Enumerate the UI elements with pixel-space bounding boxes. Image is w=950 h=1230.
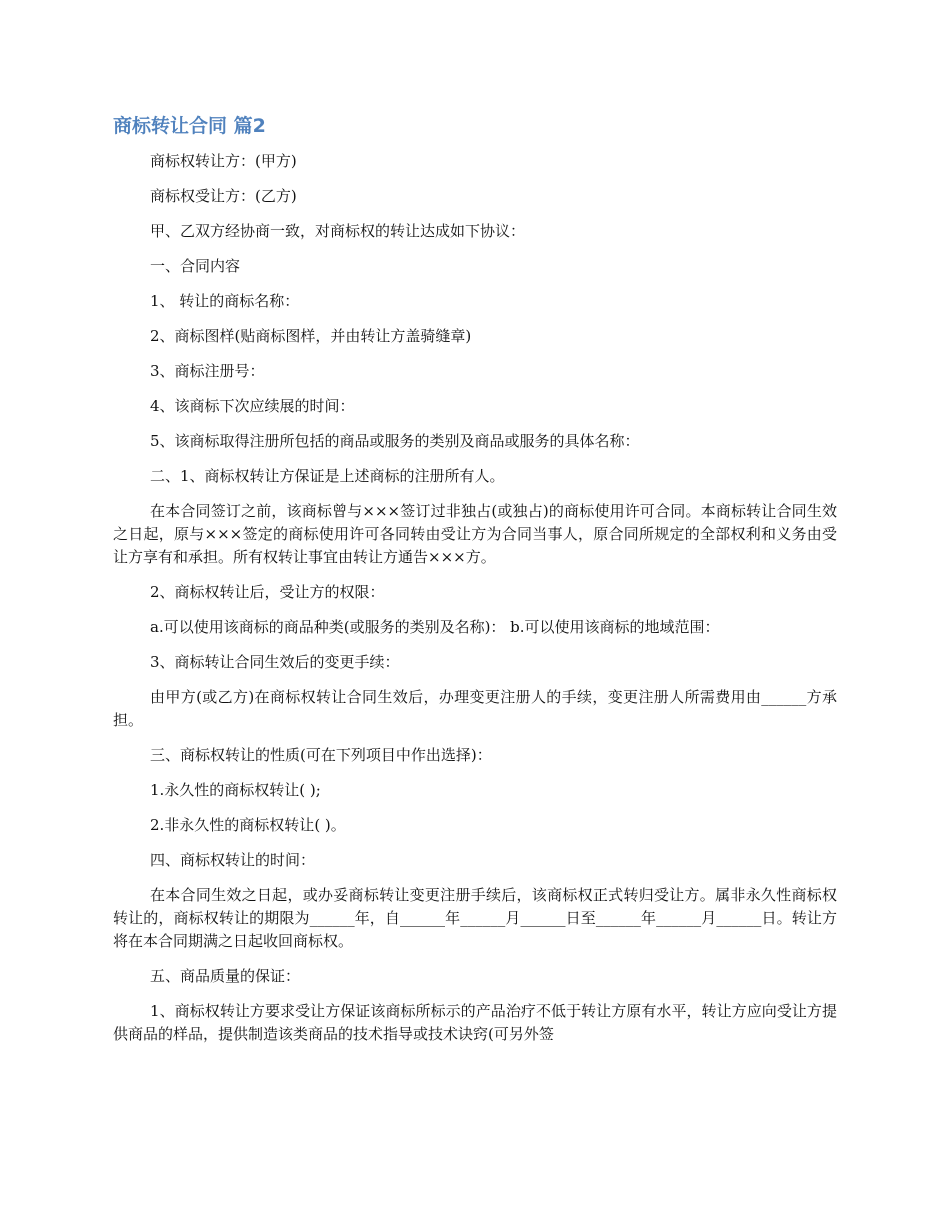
clause-2-3: 3、商标转让合同生效后的变更手续： <box>150 653 400 671</box>
paragraph-transfer-period: 在本合同生效之日起，或办妥商标转让变更注册手续后，该商标权正式转归受让方。属非永久性商标权转让的，商标权转让的期限为______年，自______年______月______日至______年______月______日。转让方将在本合同期满之日起收回商标权。 <box>113 886 837 950</box>
clause-1-1: 1、 转让的商标名称： <box>150 292 300 310</box>
clause-1-5: 5、该商标取得注册所包括的商品或服务的类别及商品或服务的具体名称： <box>150 432 640 450</box>
paragraph-change-procedure: 由甲方(或乙方)在商标权转让合同生效后，办理变更注册人的手续，变更注册人所需费用由______方承担。 <box>113 688 837 729</box>
option-permanent: 1.永久性的商标权转让( ); <box>150 781 321 799</box>
section-heading-5: 五、商品质量的保证： <box>150 967 301 985</box>
section-heading-2: 二、1、商标权转让方保证是上述商标的注册所有人。 <box>150 467 505 485</box>
section-heading-4: 四、商标权转让的时间： <box>150 851 316 869</box>
document-body <box>113 150 837 1058</box>
clause-1-4: 4、该商标下次应续展的时间： <box>150 397 355 415</box>
paragraph-agreement-intro: 甲、乙双方经协商一致，对商标权的转让达成如下协议： <box>150 222 526 240</box>
paragraph-transferee: 商标权受让方：(乙方) <box>150 187 297 205</box>
paragraph-usage-scope: a.可以使用该商标的商品种类(或服务的类别及名称)： b.可以使用该商标的地域范围： <box>150 618 720 636</box>
paragraph-transferor: 商标权转让方：(甲方) <box>150 152 297 170</box>
option-non-permanent: 2.非永久性的商标权转让( )。 <box>150 816 346 834</box>
clause-2-2: 2、商标权转让后，受让方的权限： <box>150 583 385 601</box>
paragraph-prior-license: 在本合同签订之前，该商标曾与×××签订过非独占(或独占)的商标使用许可合同。本商标转让合同生效之日起，原与×××签定的商标使用许可各同转由受让方为合同当事人，原合同所规定的全部权利和义务由受让方享有和承担。所有权转让事宜由转让方通告×××方。 <box>113 502 837 566</box>
section-heading-3: 三、商标权转让的性质(可在下列项目中作出选择)： <box>150 746 492 764</box>
paragraph-quality-guarantee: 1、商标权转让方要求受让方保证该商标所标示的产品治疗不低于转让方原有水平，转让方应向受让方提供商品的样品，提供制造该类商品的技术指导或技术诀窍(可另外签 <box>113 1002 837 1043</box>
clause-1-3: 3、商标注册号： <box>150 362 265 380</box>
section-heading-1: 一、合同内容 <box>150 257 241 275</box>
document-title: 商标转让合同 篇2 <box>113 115 266 137</box>
clause-1-2: 2、商标图样(贴商标图样，并由转让方盖骑缝章) <box>150 327 472 345</box>
